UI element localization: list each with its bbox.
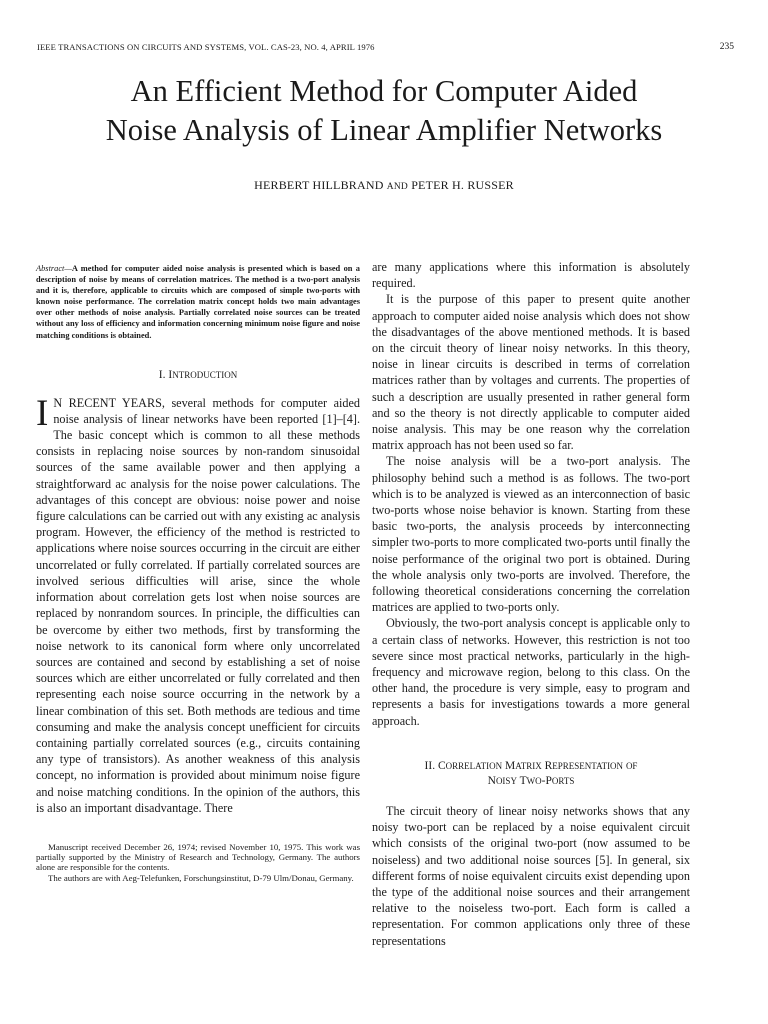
right-paragraph-2: It is the purpose of this paper to present quite another approach to computer aided noise analysis which does not show the disadvantages of the above mentioned methods. It is based on the circuit theory of linear noisy networks. In this theory, noise in linear circuits is described in terms of correlation matrices rather than by voltages and currents. The properties of such a description are usually presented in rather general form and so the theory is not directly applicable to computer aided noise analysis. This may be one reason why the correlation matrix approach has not been used so far. bbox=[372, 292, 690, 453]
abstract bbox=[36, 263, 360, 341]
footnote-received: Manuscript received December 26, 1974; revised November 10, 1975. This work was partially supported by the Ministry of Research and Technology, Germany. The authors alone are responsible for the contents. bbox=[36, 841, 360, 873]
title-line-1: An Efficient Method for Computer Aided bbox=[130, 74, 638, 108]
title-line-2: Noise Analysis of Linear Amplifier Networks bbox=[105, 113, 663, 147]
section-1-numeral: I. bbox=[158, 368, 166, 381]
right-paragraph-1: are many applications where this information is absolutely required. bbox=[372, 260, 690, 291]
right-paragraph-5: The circuit theory of linear noisy networks shows that any noisy two-port can be replaced by a noise equivalent circuit which consists of the original two-port (now assumed to be noiseless) and two additional noise sources [5]. In general, six different forms of noise equivalent circuits exist depending upon the type of the additional noise sources and their arrangement relative to the noiseless two-port. Each form is called a representation. For common applications only three of these representations bbox=[372, 803, 690, 948]
author-line bbox=[0, 178, 768, 193]
author-1: HERBERT HILLBRAND bbox=[254, 178, 384, 192]
right-column bbox=[372, 259, 690, 949]
right-paragraph-4: Obviously, the two-port analysis concept is applicable only to a certain class of networks. However, this restriction is not too severe since most practical networks, particularly in the high-frequency and microwave region, belong to this class. On the other hand, the procedure is very simple, easy to program and represents a basis for investigations towards a more general approach. bbox=[372, 616, 690, 728]
footnotes bbox=[36, 842, 360, 883]
author-conjunction: AND bbox=[386, 182, 408, 192]
section-2-title-line-2: NOISY TWO-PORTS bbox=[487, 774, 575, 787]
section-heading-1 bbox=[36, 368, 360, 383]
section-heading-2 bbox=[372, 759, 690, 789]
left-column bbox=[36, 263, 360, 883]
drop-cap: I bbox=[36, 392, 49, 434]
abstract-lead: Abstract— bbox=[36, 264, 72, 273]
section-1-title: INTRODUCTION bbox=[168, 368, 238, 381]
footnote-affiliation: The authors are with Aeg-Telefunken, Forschungsinstitut, D-79 Ulm/Donau, Germany. bbox=[48, 872, 354, 883]
running-head: IEEE TRANSACTIONS ON CIRCUITS AND SYSTEMS, VOL. CAS-23, NO. 4, APRIL 1976 bbox=[37, 42, 375, 52]
introduction-text: N RECENT YEARS, several methods for computer aided noise analysis of linear networks have been reported [1]–[4]. The basic concept which is common to all these methods consists in replacing noise sources by non-random sinusoidal sources of the same available power and then applying a straightforward ac analysis for the noise power calculations. The advantages of this concept are obvious: noise power and noise figure calculations can be carried out with any existing ac analysis program. However, the efficiency of the method is restricted to applications where noise sources occurring in the circuit are either uncorrelated or fully correlated. If partially correlated sources are involved serious difficulties will arise, since the whole information about correlation gets lost when noise sources are replaced by nonrandom sources. In principle, the difficulties can be overcome by either two methods, first by transforming the noise network to its canonical form where only uncorrelated sources are contained and second by establishing a set of noise sources which are either uncorrelated or fully correlated and then representing each noise source occurring in the network by a linear combination of this set. Both methods are tedious and time consuming and make the analysis concept unefficient for circuits containing partially correlated sources (e.g., circuits containing any type of transistors). As another weakness of this analysis concept, no information is provided about minimum noise figure and noise matching conditions. In the opinion of the authors, this is also an important disadvantage. There bbox=[36, 395, 360, 815]
abstract-text: A method for computer aided noise analysis is presented which is based on a description of noise by means of correlation matrices. The method is a two-port analysis and it is, therefore, applicable to circuits which are composed of simple two-ports with known noise performance. The correlation matrix concept holds two main advantages over other methods of noise analysis. Partially correlated noise sources can be treated without any loss of efficiency and information concerning minimum noise figure and noise matching conditions is obtained. bbox=[36, 264, 360, 340]
section-2-title-line-1: II. CORRELATION MATRIX REPRESENTATION OF bbox=[424, 759, 638, 772]
author-2: PETER H. RUSSER bbox=[411, 178, 514, 192]
introduction-paragraph bbox=[36, 392, 360, 816]
right-paragraph-3: The noise analysis will be a two-port analysis. The philosophy behind such a method is as follows. The two-port which is to be analyzed is viewed as an interconnection of basic two-ports whose noise behavior is known. Starting from these basic two-ports, the analysis proceeds by interconnecting simpler two-ports to more complicated two-ports until finally the noise performance of the original two port is obtained. During the whole analysis only two-ports are involved. Therefore, the following theoretical considerations concerning the correlation matrices are applied to two-ports only. bbox=[372, 454, 690, 615]
paper-title bbox=[0, 72, 768, 150]
page-number: 235 bbox=[719, 42, 734, 52]
